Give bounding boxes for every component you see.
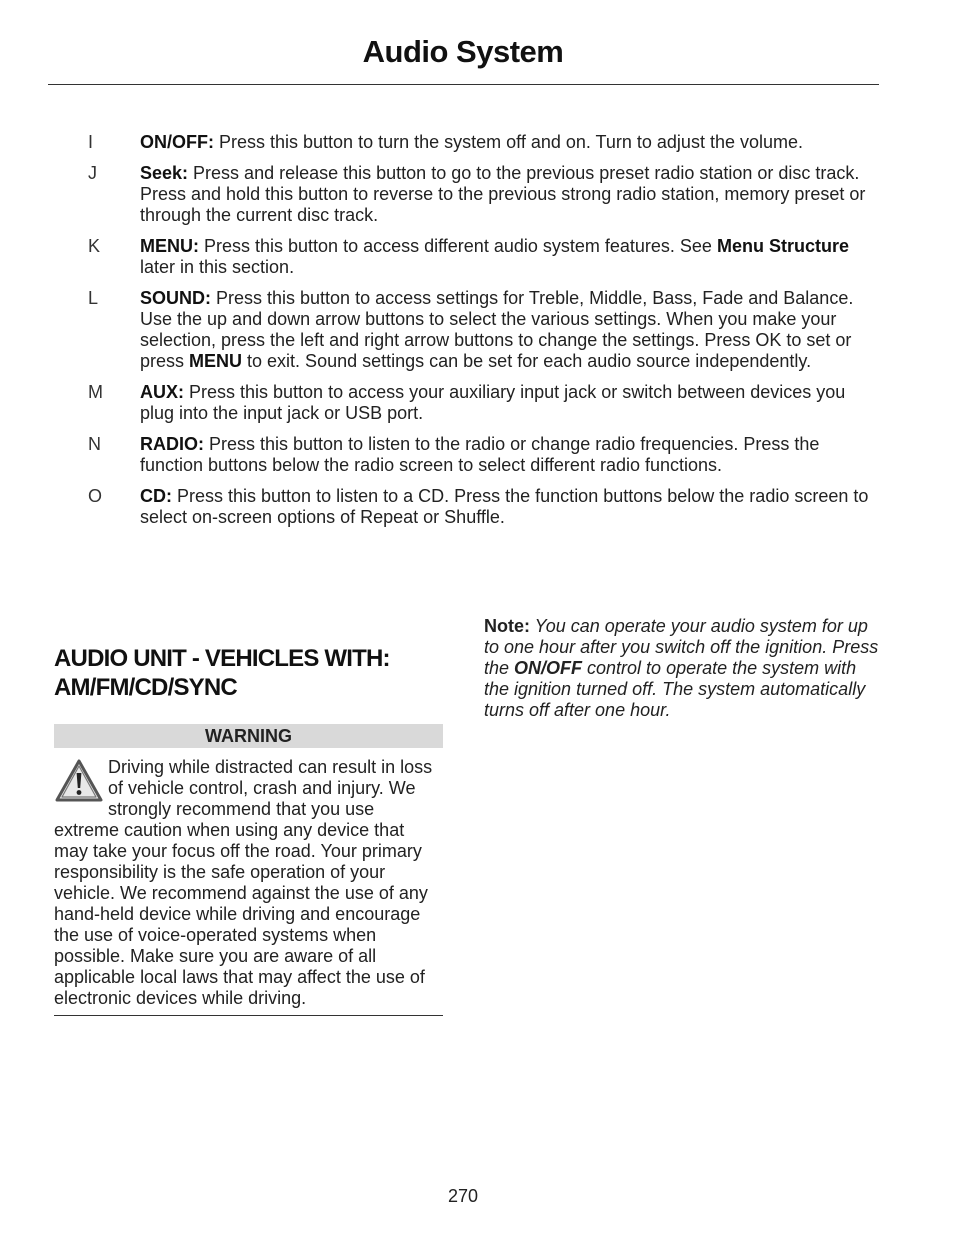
list-item (80, 132, 880, 153)
item-description: MENU: Press this button to access different audio system features. See Menu Structure later in this section. (140, 236, 849, 277)
item-description: Seek: Press and release this button to go to the previous preset radio station or disc track. Press and hold this button to reverse to the previous strong radio station, memory preset or through the current disc track. (140, 163, 866, 225)
item-letter: L (88, 288, 99, 308)
item-term: RADIO: (140, 434, 204, 454)
list-item (80, 288, 880, 372)
item-letter: I (88, 132, 94, 152)
item-description: AUX: Press this button to access your auxiliary input jack or switch between devices you plug into the input jack or USB port. (140, 382, 846, 423)
item-term: MENU: (140, 236, 199, 256)
list-item (80, 236, 880, 278)
menu-reference: MENU (189, 351, 243, 371)
button-description-list (80, 132, 880, 538)
item-term: AUX: (140, 382, 184, 402)
list-item (80, 382, 880, 424)
section-heading-line-1: AUDIO UNIT - VEHICLES WITH: (54, 645, 390, 672)
list-item (80, 486, 880, 528)
page-title: Audio System (362, 34, 564, 69)
section-heading (54, 644, 443, 702)
item-letter: M (88, 382, 103, 402)
section-heading-line-2: AM/FM/CD/SYNC (54, 674, 237, 701)
item-description: RADIO: Press this button to listen to the radio or change radio frequencies. Press the function buttons below the radio screen to select different radio functions. (140, 434, 820, 475)
warning-triangle-icon (54, 758, 104, 804)
warning-header: WARNING (54, 724, 443, 748)
item-description: SOUND: Press this button to access settings for Treble, Middle, Bass, Fade and Balance. Use the up and down arrow buttons to select the various settings. When you make your selection, press the left and right arrow buttons to change the settings. Press OK to set or press MENU to exit. Sound settings can be set for each audio source independently. (140, 288, 854, 371)
list-item (80, 163, 880, 226)
title-divider (48, 84, 879, 85)
item-term: CD: (140, 486, 172, 506)
item-description: ON/OFF: Press this button to turn the system off and on. Turn to adjust the volume. (140, 132, 803, 152)
on-off-control-reference: ON/OFF (514, 658, 583, 678)
item-term: ON/OFF: (140, 132, 214, 152)
item-letter: N (88, 434, 101, 454)
item-letter: O (88, 486, 103, 506)
note-section (484, 616, 879, 721)
item-letter: K (88, 236, 101, 256)
warning-box (54, 757, 443, 1016)
item-term: Seek: (140, 163, 189, 183)
page-number: 270 (447, 1186, 479, 1206)
item-term: SOUND: (140, 288, 211, 308)
item-description: CD: Press this button to listen to a CD. Press the function buttons below the radio screen to select on-screen options of Repeat or Shuffle. (140, 486, 869, 527)
menu-structure-reference: Menu Structure (716, 236, 849, 256)
warning-text: Driving while distracted can result in loss of vehicle control, crash and injury. We strongly recommend that you use extreme caution when using any device that may take your focus off the road. Your primary responsibility is the safe operation of your vehicle. We recommend against the use of any hand-held device while driving and encourage the use of voice-operated systems when possible. Make sure you are aware of all applicable local laws that may affect the use of electronic devices while driving. (54, 757, 433, 1008)
note-paragraph: Note: You can operate your audio system for up to one hour after you switch off the ignition. Press the ON/OFF control to operate the system with the ignition turned off. The system automatically turns off after one hour. (484, 616, 879, 720)
note-label: Note: (484, 616, 530, 636)
item-letter: J (88, 163, 97, 183)
list-item (80, 434, 880, 476)
audio-unit-section (54, 644, 443, 1016)
